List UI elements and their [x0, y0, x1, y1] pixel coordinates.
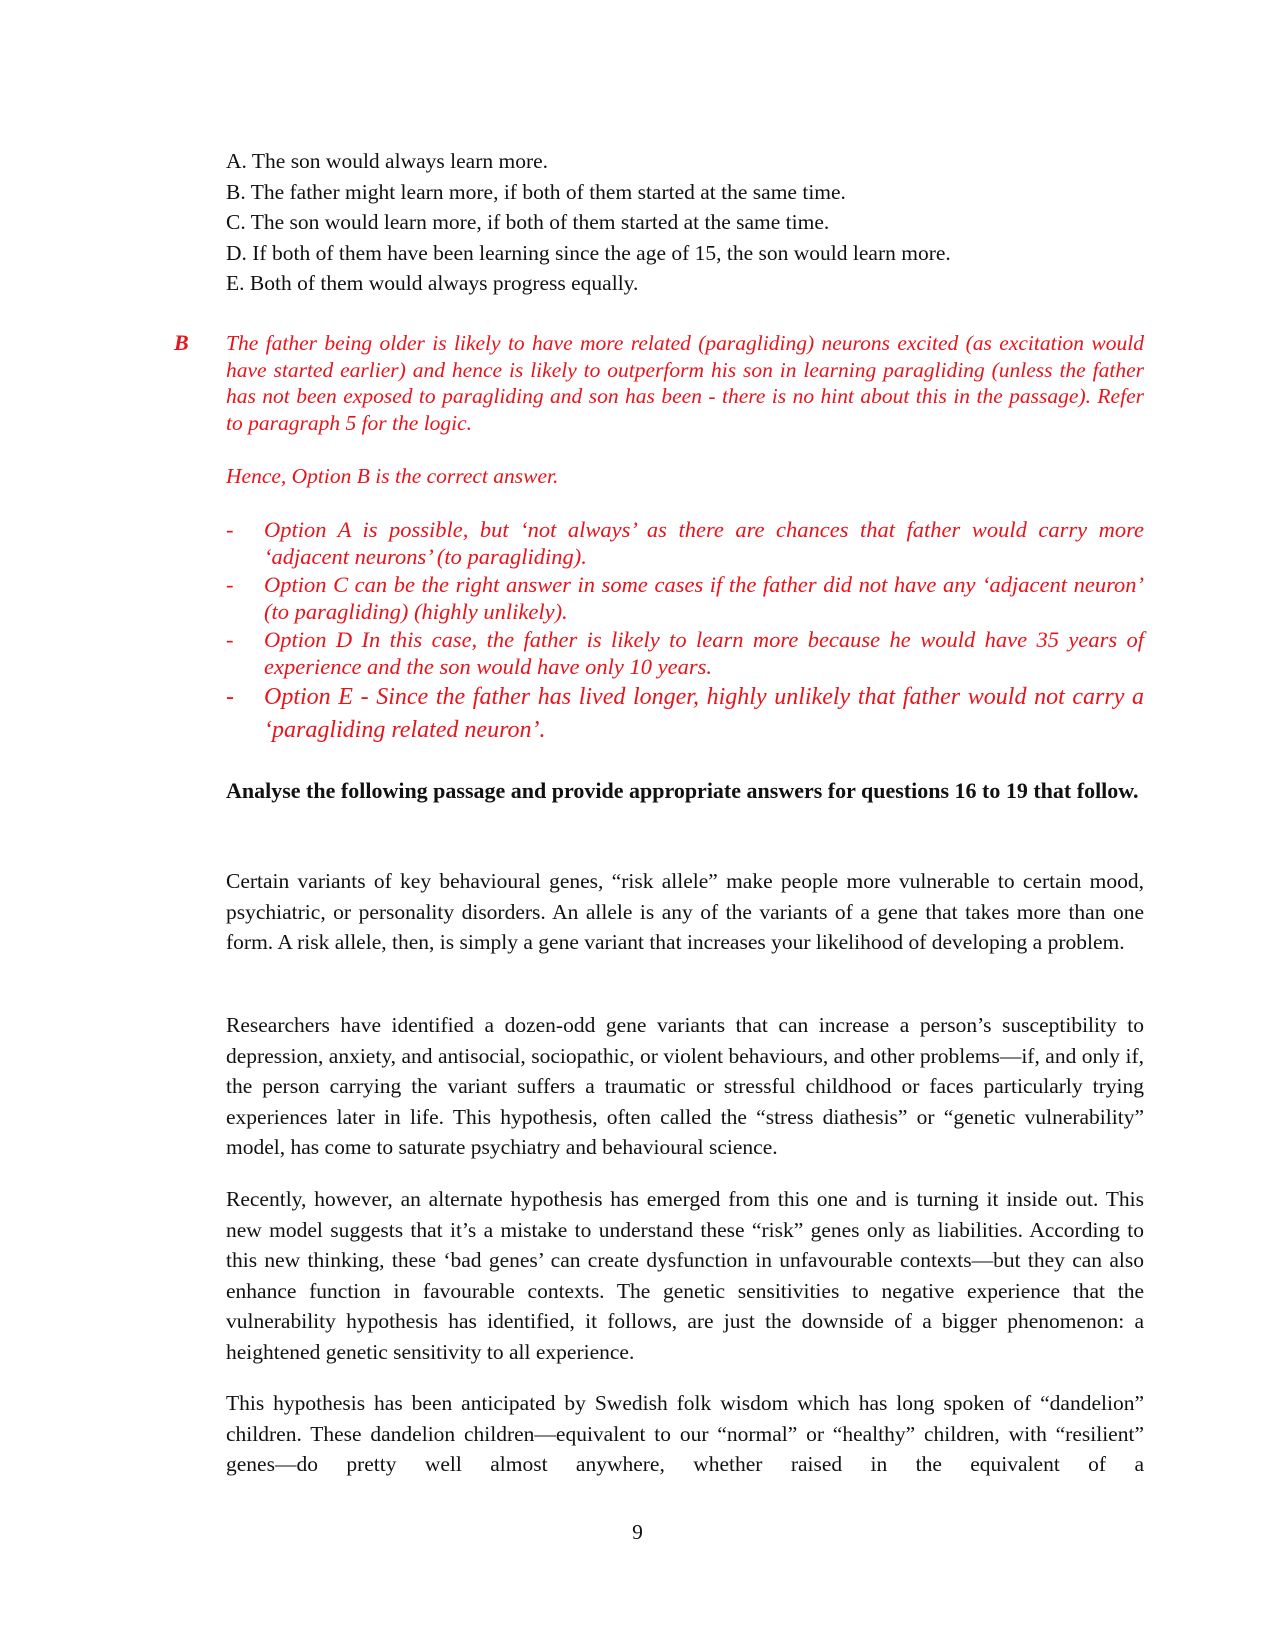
passage-paragraph: Researchers have identified a dozen-odd gene variants that can increase a person’s susceptibility to depression, anxiety, and antisocial, sociopathic, or violent behaviours, and other problems—if, and only if, the person carrying the variant suffers a traumatic or stressful childhood or faces particularly trying experiences later in life. This hypothesis, often called the “stress diathesis” or “genetic vulnerability” model, has come to saturate psychiatry and behavioural science. — [226, 1013, 1144, 1159]
option-c: C. The son would learn more, if both of them started at the same time. — [226, 210, 830, 234]
passage-paragraph: This hypothesis has been anticipated by Swedish folk wisdom which has long spoken of “dandelion” children. These dandelion children—equivalent to our “normal” or “healthy” children, with “resilient” genes—do pretty well almost anywhere, whether raised in the equivalent of a — [226, 1391, 1144, 1476]
bullet-dash: - — [226, 627, 234, 652]
answer-letter: B — [174, 330, 189, 355]
option-note-text: Option D In this case, the father is likely to learn more because he would have 35 years of experience and the son would have only 10 years. — [264, 627, 1144, 679]
passage-paragraph: Recently, however, an alternate hypothesis has emerged from this one and is turning it inside out. This new model suggests that it’s a mistake to understand these “risk” genes only as liabilities. According to this new thinking, these ‘bad genes’ can create dysfunction in unfavourable contexts—but they can also enhance function in favourable contexts. The genetic sensitivities to negative experience that the vulnerability hypothesis has identified, it follows, are just the downside of a bigger phenomenon: a heightened genetic sensitivity to all experience. — [226, 1187, 1144, 1364]
option-note-text: Option E - Since the father has lived longer, highly unlikely that father would not carry a ‘paragliding related neuron’. — [264, 684, 1144, 743]
bullet-dash: - — [226, 684, 234, 710]
option-e: E. Both of them would always progress equally. — [226, 271, 639, 295]
page-number: 9 — [632, 1520, 643, 1544]
option-a: A. The son would always learn more. — [226, 149, 549, 173]
option-note — [226, 681, 1144, 747]
option-notes-list — [226, 516, 1144, 748]
bullet-dash: - — [226, 517, 234, 542]
option-note-text: Option C can be the right answer in some cases if the father did not have any ‘adjacent neuron’ (to paragliding) (highly unlikely). — [264, 572, 1144, 624]
bullet-dash: - — [226, 572, 234, 597]
option-note — [226, 626, 1144, 680]
option-note-text: Option A is possible, but ‘not always’ as there are chances that father would carry more ‘adjacent neurons’ (to paragliding). — [264, 517, 1144, 569]
answer-conclusion: Hence, Option B is the correct answer. — [226, 464, 559, 488]
option-note — [226, 516, 1144, 570]
answer-explanation: The father being older is likely to have more related (paragliding) neurons excited (as excitation would have started earlier) and hence is likely to outperform his son in learning paragliding (unless the father has not been exposed to paragliding and son has been - there is no hint about this in the passage). Refer to paragraph 5 for the logic. — [226, 331, 1144, 435]
option-d: D. If both of them have been learning since the age of 15, the son would learn more. — [226, 240, 951, 265]
passage-instruction: Analyse the following passage and provide appropriate answers for questions 16 to 19 that follow. — [226, 778, 1139, 803]
question-options — [226, 146, 1144, 299]
passage-paragraph: Certain variants of key behavioural genes, “risk allele” make people more vulnerable to certain mood, psychiatric, or personality disorders. An allele is any of the variants of a gene that takes more than one form. A risk allele, then, is simply a gene variant that increases your likelihood of developing a problem. — [226, 869, 1144, 954]
option-note — [226, 571, 1144, 625]
option-b: B. The father might learn more, if both of them started at the same time. — [226, 179, 846, 204]
